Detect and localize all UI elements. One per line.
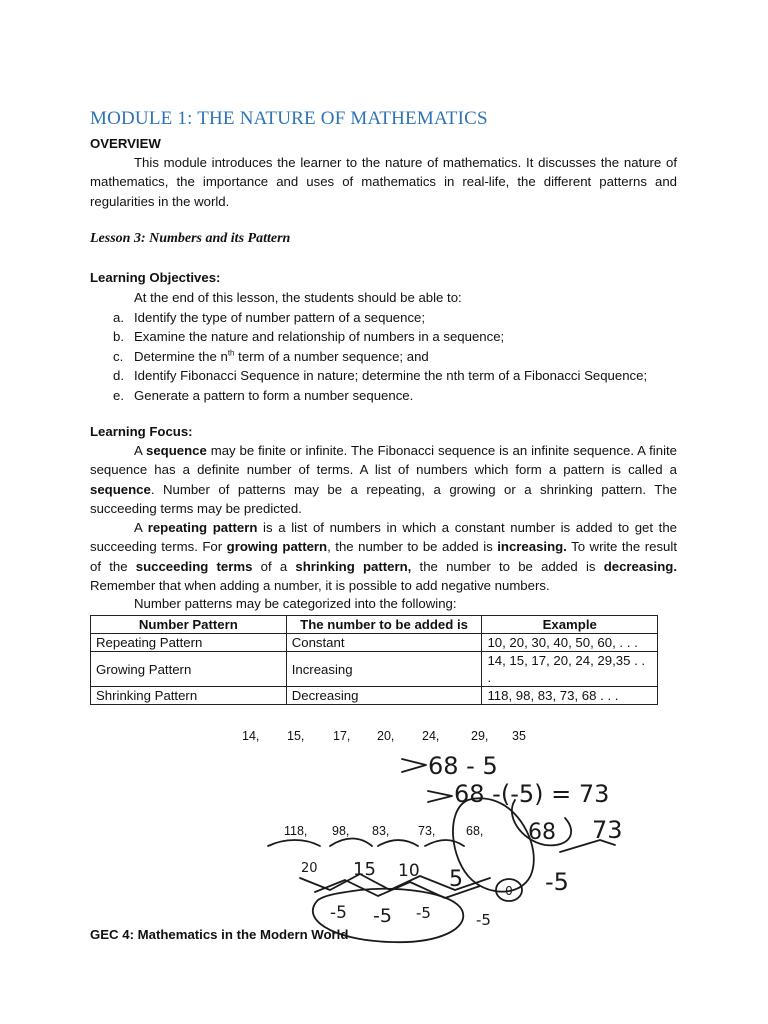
objective-item: c. Determine the $n^{th}$ term of a number sequence; and xyxy=(113,348,429,364)
handwritten-68: 68 xyxy=(528,820,556,845)
focus-paragraph-1: A sequence may be finite or infinite. The Fibonacci sequence is an infinite sequence. A finite sequence has a definite number of terms. A list of numbers which form a pattern is called a sequence. Number of patterns may be a repeating, a growing or a shrinking pattern. The succeeding terms may be predicted. xyxy=(90,443,677,516)
objective-item: d. Identify Fibonacci Sequence in nature; determine the nth term of a Fibonacci Sequence; xyxy=(113,368,648,384)
table-cell: Increasing xyxy=(286,652,482,687)
handwritten-diff: 15 xyxy=(353,859,376,880)
handwritten-68-minus-5: 68 - 5 xyxy=(428,752,498,780)
table-cell: 14, 15, 17, 20, 24, 29,35 . . . xyxy=(482,652,658,687)
sequence-term: 98, xyxy=(332,824,350,838)
handwritten-circled-0: 0 xyxy=(505,884,513,898)
sequence-term: 83, xyxy=(372,824,390,838)
keyword: sequence xyxy=(90,481,151,497)
table-cell: 10, 20, 30, 40, 50, 60, . . . xyxy=(482,634,658,652)
handwritten-diff: 5 xyxy=(449,867,463,892)
sequence-term: 73, xyxy=(418,824,436,838)
keyword: repeating pattern xyxy=(147,520,258,535)
table-cell: Growing Pattern xyxy=(91,652,287,687)
handwritten-diff: 20 xyxy=(301,861,318,876)
objective-item: e. Generate a pattern to form a number sequence. xyxy=(113,387,414,403)
keyword: shrinking pattern, xyxy=(295,558,412,574)
categories-intro: Number patterns may be categorized into the following: xyxy=(134,596,457,611)
keyword: increasing. xyxy=(497,539,567,555)
handwritten-neg-5: -5 xyxy=(373,905,392,927)
keyword: sequence xyxy=(145,443,207,458)
overview-paragraph: This module introduces the learner to the nature of mathematics. It discusses the nature of mathematics, the importance and uses of mathematics in real-life, the different patterns and regularities in the world. xyxy=(90,155,677,209)
sequence-term: 35 xyxy=(512,729,526,743)
handwritten-neg-5: -5 xyxy=(416,904,431,922)
table-cell: Shrinking Pattern xyxy=(91,687,287,705)
table-header: Example xyxy=(482,616,658,634)
sequence-term: 20, xyxy=(377,729,395,743)
module-title: MODULE 1: THE NATURE OF MATHEMATICS xyxy=(90,108,488,129)
overview-heading: OVERVIEW xyxy=(90,136,161,151)
sequence-term: 15, xyxy=(287,729,305,743)
keyword: decreasing. xyxy=(603,558,678,574)
sequence-term: 24, xyxy=(422,729,440,743)
footer-course-title: GEC 4: Mathematics in the Modern World xyxy=(90,927,349,942)
table-cell: Repeating Pattern xyxy=(91,634,287,652)
table-cell: 118, 98, 83, 73, 68 . . . xyxy=(482,687,658,705)
focus-heading: Learning Focus: xyxy=(90,424,193,439)
handwritten-equation: 68 -(-5) = 73 xyxy=(454,780,610,808)
objectives-heading: Learning Objectives: xyxy=(90,270,221,285)
objective-item: a. Identify the type of number pattern of a sequence; xyxy=(113,310,426,325)
table-header: Number Pattern xyxy=(91,616,287,634)
focus-paragraph-2: A repeating pattern is a list of numbers in which a constant number is added to get the succeeding terms. For growing pattern, the number to be added is increasing. To write the result of the succeeding terms of a shrinking pattern, the number to be added is decreasing. Remember that when adding a number, it is possible to add negative numbers. xyxy=(90,520,678,593)
keyword: succeeding terms xyxy=(135,558,253,574)
sequence-term: 68, xyxy=(466,824,484,838)
keyword: growing pattern xyxy=(226,539,328,555)
handwritten-tail-neg-5: -5 xyxy=(476,911,491,929)
table-cell: Decreasing xyxy=(286,687,482,705)
objectives-intro: At the end of this lesson, the students should be able to: xyxy=(134,290,462,305)
objective-item: b. Examine the nature and relationship of numbers in a sequence; xyxy=(113,329,505,345)
table-cell: Constant xyxy=(286,634,482,652)
table-header: The number to be added is xyxy=(286,616,482,634)
sequence-term: 29, xyxy=(471,729,489,743)
handwritten-73: 73 xyxy=(592,816,623,844)
handwritten-diff: 10 xyxy=(398,861,420,881)
handwritten-minus-5: -5 xyxy=(545,868,569,896)
sequence-term: 14, xyxy=(242,729,260,743)
lesson-title: Lesson 3: Numbers and its Pattern xyxy=(90,231,291,246)
sequence-term: 118, xyxy=(284,824,308,838)
sequence-term: 17, xyxy=(333,729,351,743)
handwritten-neg-5: -5 xyxy=(330,903,347,923)
